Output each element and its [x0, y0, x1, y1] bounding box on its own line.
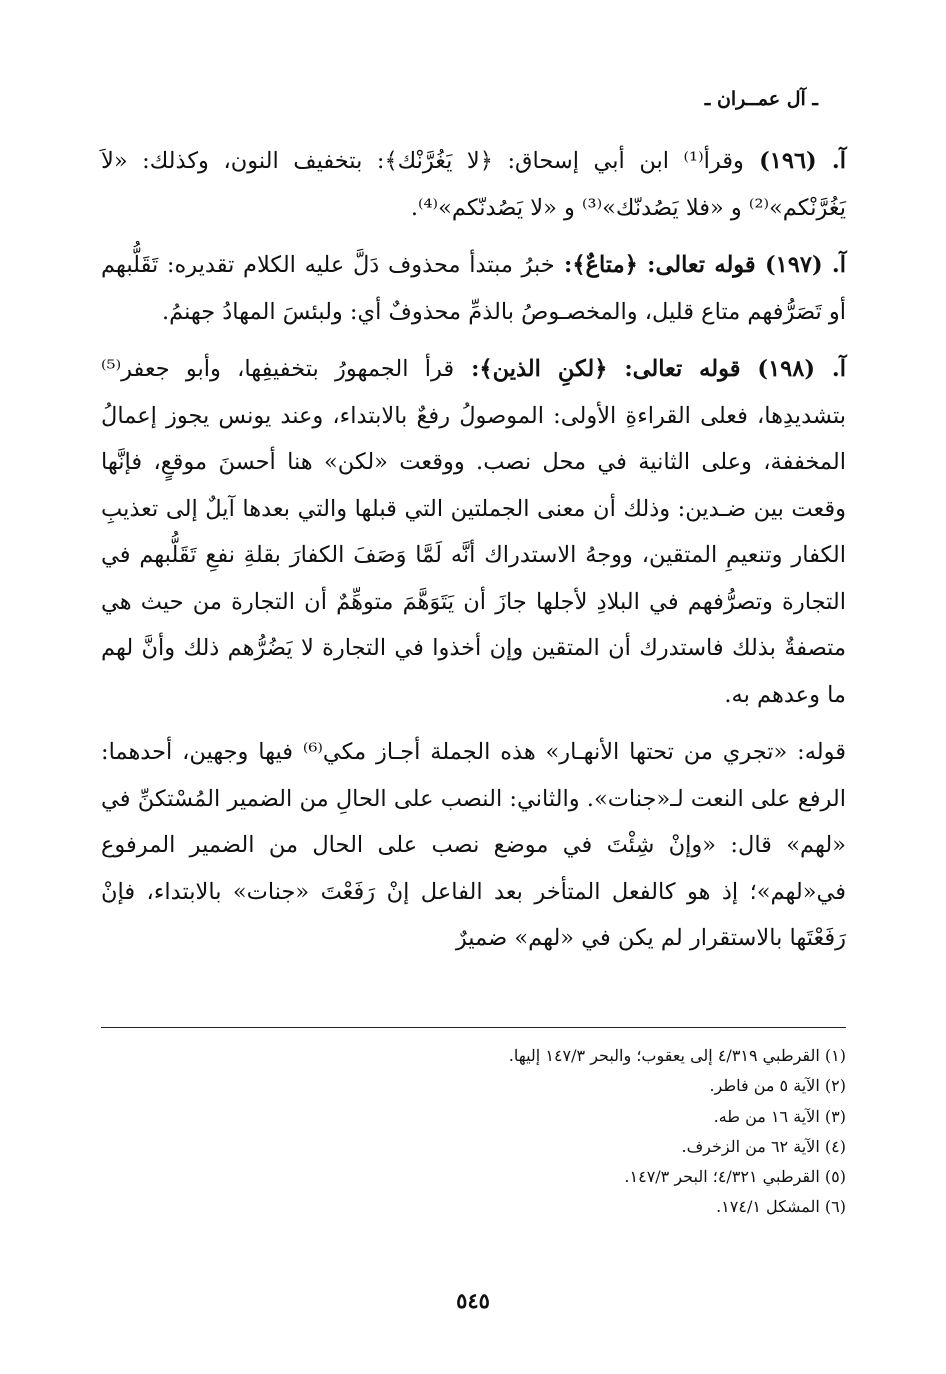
running-header: ـ آل عمــران ـ: [704, 88, 818, 110]
verse-198-heading: آ. (١٩٨) قوله تعالى: ﴿لكنِ الذين﴾:: [454, 356, 846, 382]
footnote-4: (٤) الآية ٦٢ من الزخرف.: [681, 1136, 846, 1156]
verse-197-heading: آ. (١٩٧) قوله تعالى: ﴿متاعٌ﴾:: [554, 252, 847, 278]
verse-196-text: وقرأ⁽¹⁾ ابن أبي إسحاق: ﴿لا يَغُرَّنْك﴾: بتخفيف النون، وكذلك: «لاَ يَغُرَّنْكم»⁽²⁾ و «فلا يَصُدنّك»⁽³⁾ و «لا يَصُدنّكم»⁽⁴⁾.: [101, 148, 846, 221]
footnotes: [101, 1041, 846, 1223]
verse-197-text: خبرُ مبتدأ محذوف دَلَّ عليه الكلام تقديره: تَقَلُّبهم أو تَصَرُّفهم متاع قليل، والمخصـوصُ بالذمِّ محذوفٌ أي: ولبئسَ المهادُ جهنمُ.: [101, 252, 846, 325]
footnote-divider: [101, 1027, 846, 1028]
footnote-5: (٥) القرطبي ٤/٣٢١؛ البحر ١٤٧/٣.: [624, 1167, 846, 1187]
paragraph-verse-196: [101, 138, 846, 231]
verse-198-text: قرأ الجمهورُ بتخفيفِها، وأبو جعفر⁽⁵⁾ بتشديدِها، فعلى القراءةِ الأولى: الموصولُ رفعٌ بالابتداء، وعند يونس يجوز إعمالُ المخففة، وعلى الثانية في محل نصب. ووقعت «لكن» هنا أحسنَ موقعٍ، فإنَّها وقعت بين ضـدين: وذلك أن معنى الجملتين التي قبلها والتي بعدها آيلٌ إلى تعذيبِ الكفار وتنعيمِ المتقين، ووجهُ الاستدراك أنَّه لَمَّا وَصَفَ الكفارَ بقلةِ نفعِ تَقَلُّبهم في التجارة وتصرُّفهم في البلادِ لأجلها جازَ أن يَتَوَهَّمَ متوهِّمٌ أن التجارة من حيث هي متصفةٌ بذلك فاستدرك أن المتقين وإن أخذوا في التجارة لا يَضُرُّهم ذلك وأنَّ لهم ما وعدهم به.: [101, 356, 846, 708]
commentary-text: قوله: «تجري من تحتها الأنهـار» هذه الجملة أجـاز مكي⁽⁶⁾ فيها وجهين، أحدهما: الرفع على النعت لـ«جنات». والثاني: النصب على الحالِ من الضمير المُسْتكنِّ في «لهم» قال: «وإنْ شِئْتَ في موضع نصب على الحال من الضمير المرفوع في«لهم»؛ إذ هو كالفعل المتأخر بعد الفاعل إنْ رَفَعْتَ «جنات» بالابتداء، فإنْ رَفَعْتَها بالاستقرار لم يكن في «لهم» ضميرٌ: [101, 739, 847, 951]
footnote-6: (٦) المشكل ١٧٤/١.: [716, 1197, 846, 1217]
footnote-3: (٣) الآية ١٦ من طه.: [713, 1106, 846, 1126]
footnote-2: (٢) الآية ٥ من فاطر.: [709, 1076, 846, 1096]
paragraph-verse-197: [101, 242, 846, 335]
paragraph-verse-198: [101, 346, 846, 718]
main-text: [101, 138, 846, 973]
footnote-1: (١) القرطبي ٤/٣١٩ إلى يعقوب؛ والبحر ١٤٧/٣ إليها.: [508, 1046, 846, 1065]
verse-196-heading: آ. (١٩٦): [743, 148, 846, 174]
page-number: ٥٤٥: [456, 1288, 490, 1313]
paragraph-commentary: [101, 729, 846, 962]
